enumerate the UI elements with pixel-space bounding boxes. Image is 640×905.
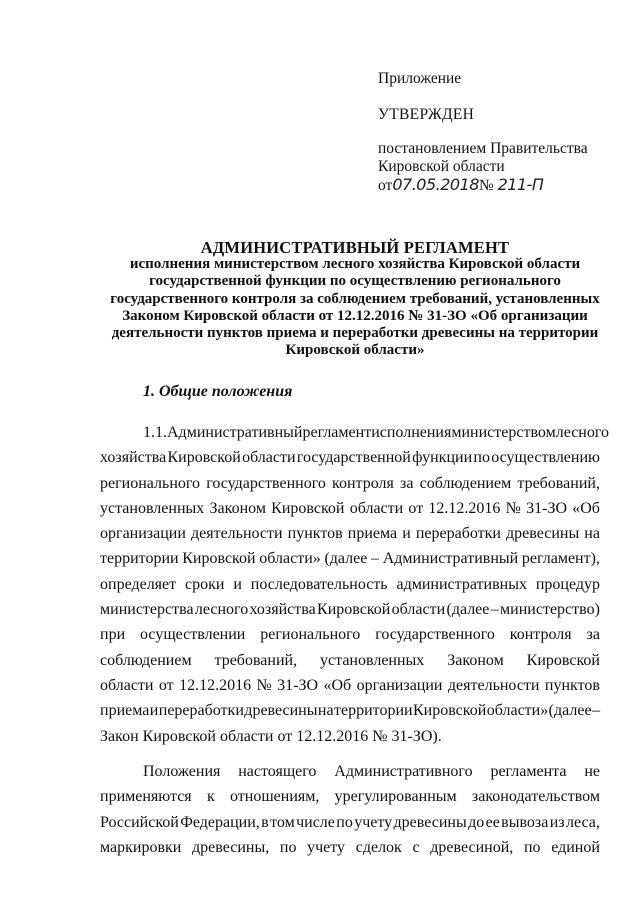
text-line: установленных Законом Кировской области от 12.12.2016 № 31-ЗО «Об xyxy=(100,499,600,517)
text-line: соблюдением требований, установленных Законом Кировской xyxy=(100,651,600,669)
main-title: АДМИНИСТРАТИВНЫЙ РЕГЛАМЕНТ xyxy=(200,238,510,257)
title-line: Кировской области» xyxy=(285,342,425,359)
decree-line-2: Кировской области xyxy=(378,158,505,175)
title-line: государственной функции по осуществлению регионального xyxy=(149,273,561,290)
title-line: деятельности пунктов приема и переработки древесины на территории xyxy=(111,325,599,342)
text-line: хозяйства Кировской области государственной функции по осуществлению xyxy=(100,449,600,467)
decree-line-1: постановлением Правительства xyxy=(378,140,588,157)
text-line: при осуществлении регионального государственного контроля за xyxy=(100,626,600,644)
title-line: Законом Кировской области от 12.12.2016 № 31-ЗО «Об организации xyxy=(122,307,588,324)
paragraph-1 xyxy=(100,420,610,749)
text-line: Российской Федерации, в том числе по учету древесины до ее вывоза из леса, xyxy=(100,813,600,831)
appendix-label: Приложение xyxy=(378,70,462,87)
text-line: министерства лесного хозяйства Кировской области (далее – министерство) xyxy=(100,601,600,619)
text-line: регионального государственного контроля за соблюдением требований, xyxy=(100,474,600,492)
text-line: области от 12.12.2016 № 31-ЗО «Об организации деятельности пунктов xyxy=(100,676,600,694)
text-line: Закон Кировской области от 12.12.2016 № 31-ЗО). xyxy=(100,727,442,745)
paragraph-2 xyxy=(100,759,600,860)
approved-label: УТВЕРЖДЕН xyxy=(378,106,475,123)
text-line: определяет сроки и последовательность административных процедур xyxy=(100,575,600,593)
handwritten-number: 211-П xyxy=(497,175,544,194)
text-line: 1.1. Административный регламент исполнения министерством лесного xyxy=(143,424,610,441)
title-line: исполнения министерством лесного хозяйства Кировской области xyxy=(129,256,581,273)
date-prefix: от xyxy=(378,177,393,194)
document-title xyxy=(100,239,610,359)
text-line: приема и переработки древесины на территории Кировской области» (далее – xyxy=(100,702,600,720)
title-line: государственного контроля за соблюдением требований, установленных xyxy=(110,290,600,307)
section-heading: 1. Общие положения xyxy=(143,383,293,400)
approval-block xyxy=(378,70,618,195)
decree-date-line xyxy=(378,176,618,195)
text-line: Положения настоящего Административного регламента не xyxy=(143,763,600,780)
handwritten-date: 07.05.2018 xyxy=(392,175,479,194)
text-line: применяются к отношениям, урегулированным законодательством xyxy=(100,788,600,806)
text-line: маркировки древесины, по учету сделок с древесиной, по единой xyxy=(100,838,600,856)
number-prefix: № xyxy=(478,177,494,194)
text-line: организации деятельности пунктов приема и переработки древесины на xyxy=(100,525,600,543)
text-line: территории Кировской области» (далее – Административный регламент), xyxy=(100,550,600,568)
